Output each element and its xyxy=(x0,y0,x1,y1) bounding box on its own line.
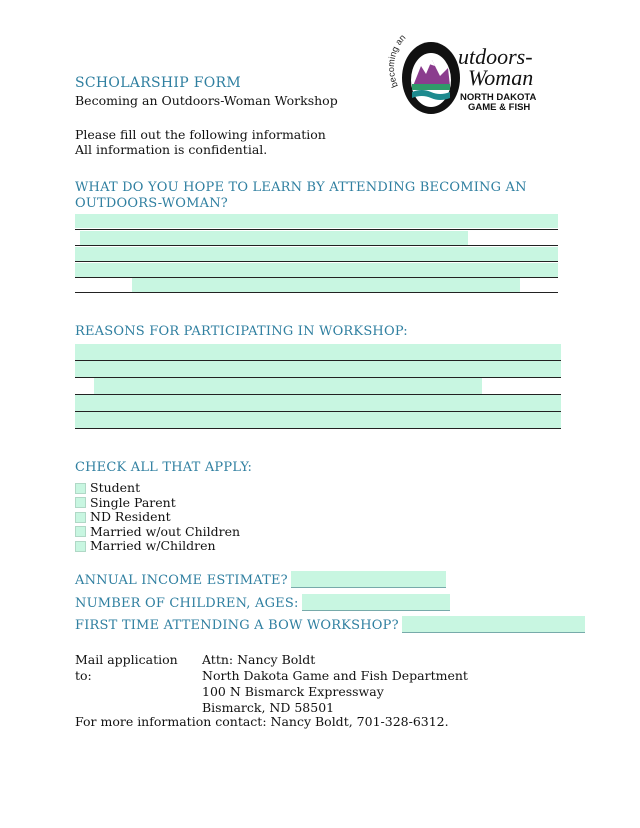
mail-label: Mail application to: xyxy=(75,652,178,683)
reasons-field-2[interactable] xyxy=(75,361,561,377)
reasons-line-5 xyxy=(75,428,561,429)
mail-attn: Attn: Nancy Boldt xyxy=(202,652,316,667)
learn-line-1 xyxy=(75,229,558,230)
learn-field-1[interactable] xyxy=(75,214,558,228)
checkbox-label: Single Parent xyxy=(90,494,176,510)
children-input[interactable] xyxy=(302,594,450,611)
checkbox-item-married-without-children[interactable] xyxy=(75,525,240,540)
mail-city: Bismarck, ND 58501 xyxy=(202,700,335,715)
checkbox[interactable] xyxy=(75,526,86,537)
check-heading: CHECK ALL THAT APPLY: xyxy=(75,460,253,475)
logo-line1: utdoors- xyxy=(458,44,533,69)
income-label: ANNUAL INCOME ESTIMATE? xyxy=(75,573,288,588)
checkbox-item-student[interactable] xyxy=(75,481,240,496)
learn-field-3[interactable] xyxy=(75,247,558,261)
checkbox-label: Married w/Children xyxy=(90,538,216,553)
reasons-heading: REASONS FOR PARTICIPATING IN WORKSHOP: xyxy=(75,324,408,339)
learn-line-2 xyxy=(75,245,558,246)
outdoors-woman-logo xyxy=(388,26,568,116)
learn-field-4[interactable] xyxy=(75,263,558,277)
children-question xyxy=(75,594,450,611)
checkbox-item-married-with-children[interactable] xyxy=(75,539,240,554)
first-time-question xyxy=(75,616,585,633)
checkbox[interactable] xyxy=(75,541,86,552)
reasons-field-1[interactable] xyxy=(75,344,561,360)
reasons-field-5[interactable] xyxy=(75,412,561,428)
form-title: SCHOLARSHIP FORM xyxy=(75,75,242,91)
checkbox-list xyxy=(75,481,240,554)
checkbox-label: Married w/out Children xyxy=(90,523,241,539)
mail-block xyxy=(75,652,475,715)
reasons-field-3[interactable] xyxy=(94,378,482,394)
income-input[interactable] xyxy=(291,571,446,588)
learn-heading: WHAT DO YOU HOPE TO LEARN BY ATTENDING BECOMING AN OUTDOORS-WOMAN? xyxy=(75,180,527,211)
learn-field-2[interactable] xyxy=(80,231,468,245)
logo-org2: GAME & FISH xyxy=(468,102,531,113)
mail-street: 100 N Bismarck Expressway xyxy=(202,684,384,699)
children-label: NUMBER OF CHILDREN, AGES: xyxy=(75,596,299,611)
checkbox-item-nd-resident[interactable] xyxy=(75,510,240,525)
income-question xyxy=(75,571,446,588)
form-subtitle: Becoming an Outdoors-Woman Workshop xyxy=(75,93,338,108)
reasons-field-4[interactable] xyxy=(75,395,561,411)
logo-org1: NORTH DAKOTA xyxy=(460,92,537,103)
first-time-label: FIRST TIME ATTENDING A BOW WORKSHOP? xyxy=(75,618,399,633)
learn-line-5 xyxy=(75,292,558,293)
intro-text xyxy=(75,127,326,157)
mail-address xyxy=(202,652,502,716)
checkbox-label: Student xyxy=(90,480,141,495)
checkbox[interactable] xyxy=(75,497,86,508)
logo-arc-text: be ng an xyxy=(388,32,408,90)
contact-info: For more information contact: Nancy Boldt, 701-328-6312. xyxy=(75,714,449,729)
learn-line-3 xyxy=(75,261,558,262)
mail-dept: North Dakota Game and Fish Department xyxy=(202,668,468,683)
logo-line2: Woman xyxy=(468,65,534,90)
checkbox-label: ND Resident xyxy=(90,509,171,524)
intro-line-1: Please fill out the following information xyxy=(75,127,326,142)
checkbox[interactable] xyxy=(75,512,86,523)
checkbox-item-single-parent[interactable] xyxy=(75,496,240,511)
intro-line-2: All information is confidential. xyxy=(75,142,268,157)
learn-field-5[interactable] xyxy=(132,278,520,292)
first-time-input[interactable] xyxy=(402,616,585,633)
checkbox[interactable] xyxy=(75,483,86,494)
